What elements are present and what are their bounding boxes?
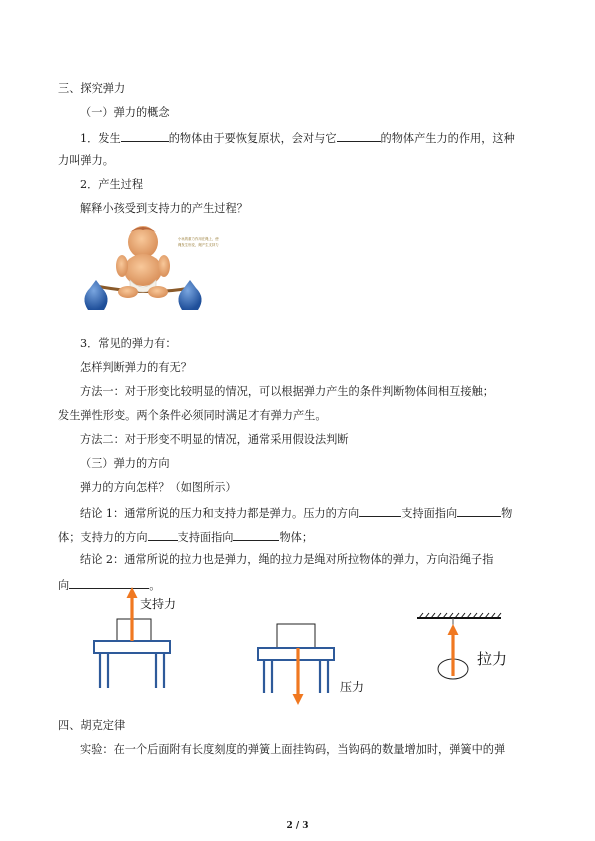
definition-line-1 (80, 130, 515, 146)
tension-force-figure (405, 610, 535, 690)
text: 支持面指向 (401, 507, 458, 520)
method-2: 方法二：对于形变不明显的情况，通常采用假设法判断 (80, 433, 349, 446)
baby-figure (116, 226, 170, 298)
conclusion-2-line-1: 结论 2：通常所说的拉力也是弹力，绳的拉力是绳对所拉物体的弹力，方向沿绳子指 (80, 553, 494, 566)
text: 物体； (279, 531, 314, 544)
section-heading-hooke: 四、胡克定律 (58, 719, 126, 732)
baby-caption-line-1: 小孩的重力作用在绳上，使 (178, 237, 219, 241)
table-top (94, 641, 170, 653)
judge-question: 怎样判断弹力的有无？ (80, 361, 192, 374)
text: 支持面指向 (177, 531, 234, 544)
conclusion-1-line-1 (80, 505, 512, 521)
text: 向 (58, 579, 70, 592)
conclusion-1-line-2 (58, 529, 313, 545)
experiment-line: 实验：在一个后面附有长度刻度的弹簧上面挂钩码，当钩码的数量增加时，弹簧中的弹 (80, 743, 506, 756)
tension-label: 拉力 (477, 650, 508, 668)
section-heading: 三、探究弹力 (58, 82, 126, 95)
text: 。 (149, 579, 161, 592)
tension-arrow-head (448, 624, 459, 635)
method-1-line-1: 方法一：对于形变比较明显的情况，可以根据弹力产生的条件判断物体间相互接触； (80, 385, 494, 398)
question: 解释小孩受到支持力的产生过程？ (80, 202, 248, 215)
text: 结论 1：通常所说的压力和支持力都是弹力。压力的方向 (80, 507, 360, 520)
fill-blank[interactable] (233, 529, 279, 541)
item-process: 2．产生过程 (80, 178, 144, 191)
text: 物 (501, 507, 513, 520)
direction-question: 弹力的方向怎样？（如图所示） (80, 481, 237, 494)
page-number: 2 / 3 (286, 821, 309, 831)
table-top (258, 648, 334, 660)
block (117, 619, 151, 641)
fill-blank[interactable] (457, 505, 501, 517)
subheading-direction: （三）弹力的方向 (80, 457, 170, 470)
support-force-figure (90, 585, 270, 695)
text: 体；支持力的方向 (58, 531, 148, 544)
fill-blank[interactable] (121, 130, 169, 142)
text: 的物体由于要恢复原状，会对与它 (168, 132, 337, 145)
method-1-line-2: 发生弹性形变。两个条件必须同时满足才有弹力产生。 (58, 409, 327, 422)
item-common-forces: 3．常见的弹力有： (80, 337, 177, 350)
right-weight (178, 280, 201, 310)
support-label: 支持力 (140, 597, 177, 611)
text: 的物体产生力的作用，这种 (380, 132, 515, 145)
baby-caption-line-2: 绳发生形变，绳产生支持力 (178, 243, 219, 247)
pressure-label: 压力 (340, 680, 365, 694)
baby-on-rope-image (78, 222, 263, 314)
fill-blank[interactable] (359, 505, 401, 517)
fill-blank[interactable] (337, 130, 381, 142)
block (277, 624, 315, 648)
definition-line-2: 力叫弹力。 (58, 154, 114, 167)
subheading-concept: （一）弹力的概念 (80, 106, 170, 119)
text: 1．发生 (80, 132, 121, 145)
pressure-force-figure (255, 618, 385, 710)
support-arrow-head (127, 587, 138, 598)
fill-blank[interactable] (148, 529, 178, 541)
pressure-arrow-head (293, 694, 304, 705)
left-weight (84, 280, 107, 310)
